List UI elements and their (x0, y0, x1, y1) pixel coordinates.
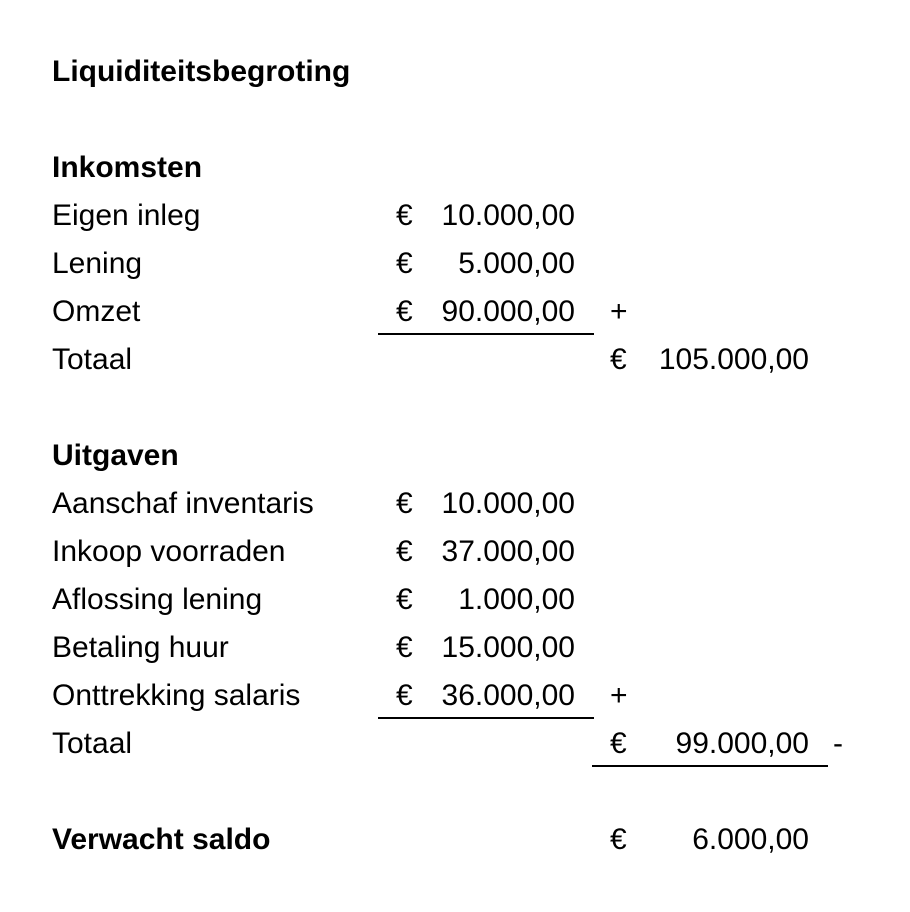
currency-symbol: € (396, 679, 413, 712)
expense-row-amount: 10.000,00 (441, 487, 575, 520)
currency-symbol: € (396, 295, 413, 328)
expenses-total-label: Totaal (52, 727, 133, 760)
expenses-total-amount: 99.000,00 (675, 727, 809, 760)
expense-row-label: Aanschaf inventaris (52, 487, 314, 520)
expense-row-label: Inkoop voorraden (52, 535, 286, 568)
income-row-label: Omzet (52, 295, 141, 328)
balance-label: Verwacht saldo (52, 823, 271, 856)
income-row-label: Lening (52, 247, 143, 280)
income-row-amount: 90.000,00 (441, 295, 575, 328)
currency-symbol: € (396, 487, 413, 520)
plus-operator: + (610, 679, 628, 712)
expense-row-amount: 1.000,00 (458, 583, 575, 616)
income-row-amount: 10.000,00 (441, 199, 575, 232)
page-title: Liquiditeitsbegroting (52, 55, 351, 88)
currency-symbol: € (396, 535, 413, 568)
expense-row-amount: 15.000,00 (441, 631, 575, 664)
income-row-label: Eigen inleg (52, 199, 201, 232)
expense-row-label: Betaling huur (52, 631, 229, 664)
currency-symbol: € (610, 343, 627, 376)
balance-sum-line (592, 765, 828, 767)
income-heading: Inkomsten (52, 151, 203, 184)
plus-operator: + (610, 295, 628, 328)
expense-row-amount: 36.000,00 (441, 679, 575, 712)
income-total-amount: 105.000,00 (658, 343, 809, 376)
income-total-label: Totaal (52, 343, 133, 376)
minus-operator: - (833, 727, 843, 760)
currency-symbol: € (610, 823, 627, 856)
expense-row-amount: 37.000,00 (441, 535, 575, 568)
balance-amount: 6.000,00 (692, 823, 809, 856)
expense-row-label: Onttrekking salaris (52, 679, 301, 712)
income-row-amount: 5.000,00 (458, 247, 575, 280)
expense-row-label: Aflossing lening (52, 583, 263, 616)
currency-symbol: € (610, 727, 627, 760)
currency-symbol: € (396, 631, 413, 664)
currency-symbol: € (396, 247, 413, 280)
currency-symbol: € (396, 583, 413, 616)
currency-symbol: € (396, 199, 413, 232)
income-sum-line (378, 333, 594, 335)
expenses-heading: Uitgaven (52, 439, 179, 472)
expenses-sum-line (378, 717, 594, 719)
